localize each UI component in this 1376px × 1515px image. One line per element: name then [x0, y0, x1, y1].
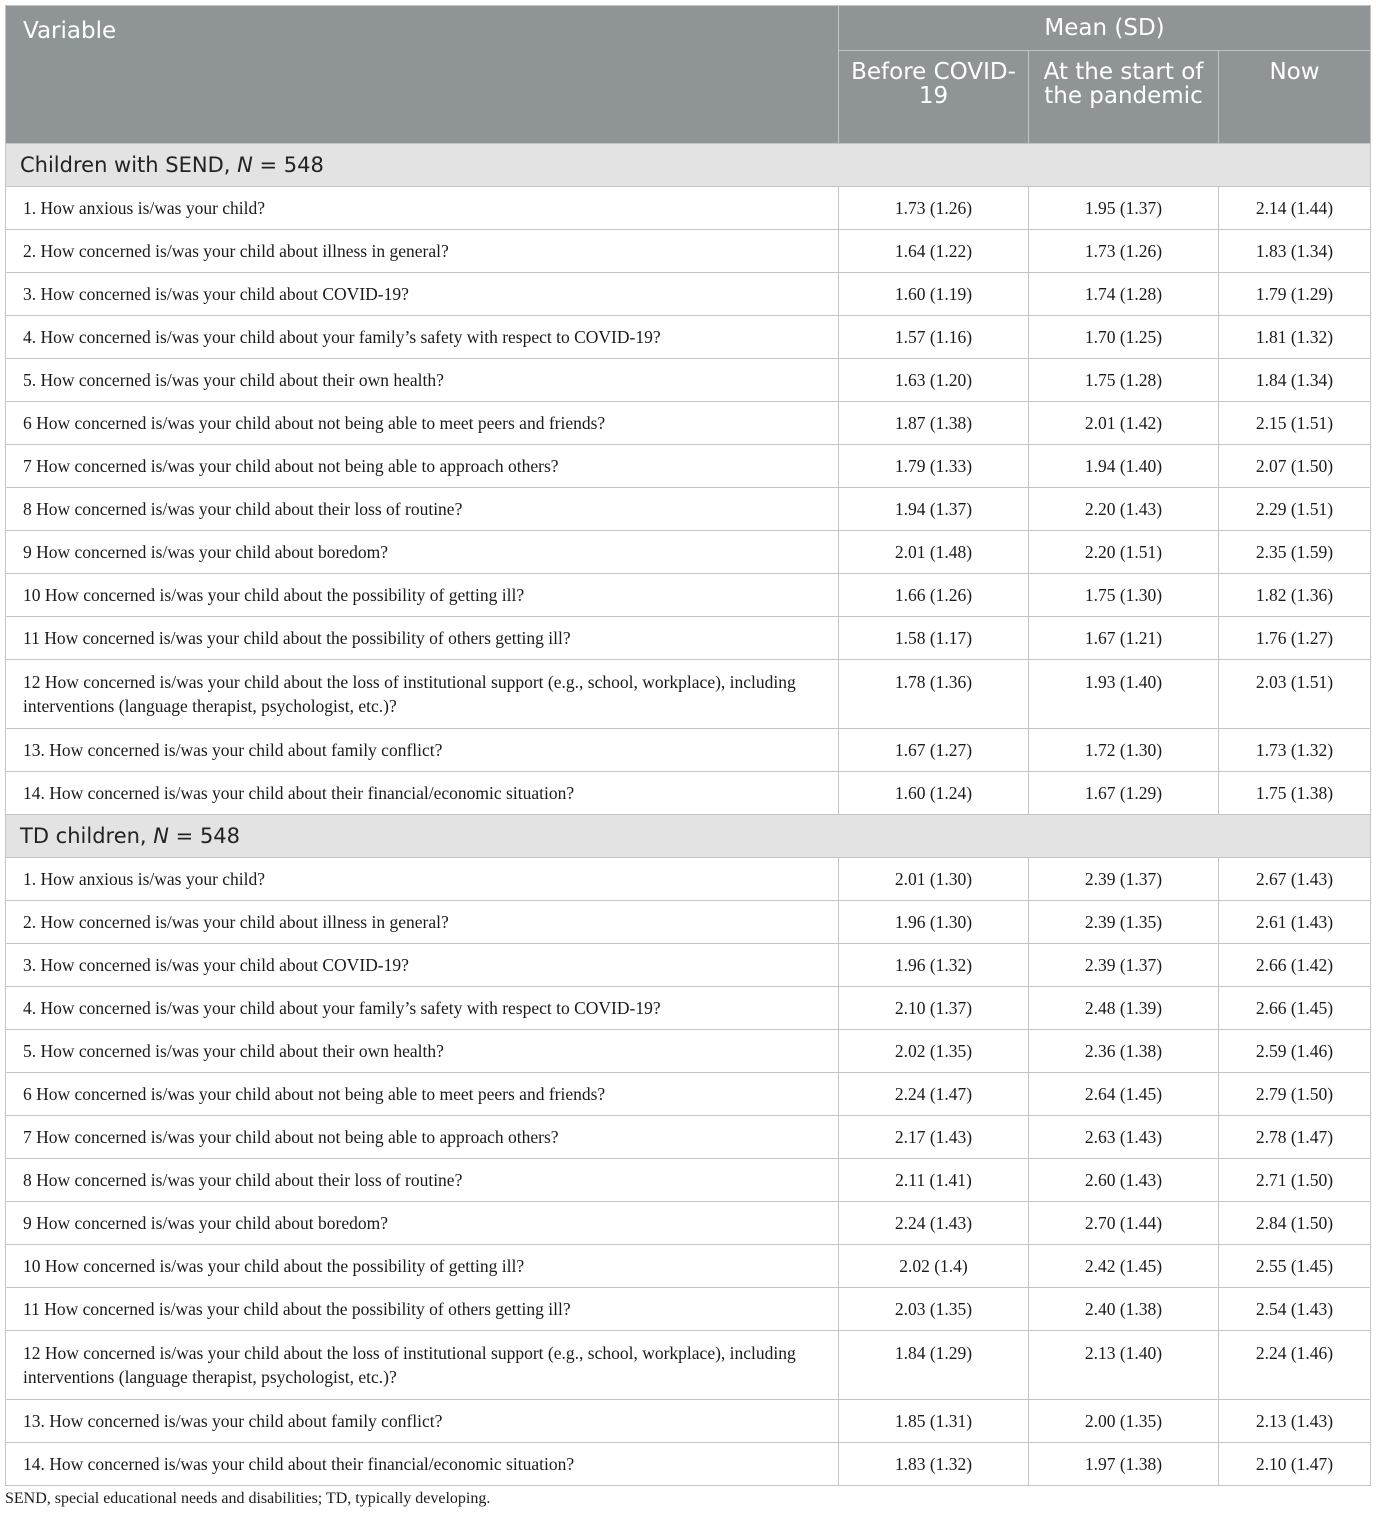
- now-cell: 2.15 (1.51): [1219, 402, 1371, 445]
- now-cell: 2.10 (1.47): [1219, 1443, 1371, 1486]
- table-row: [6, 1245, 1371, 1288]
- group-label-count: = 548: [169, 824, 241, 848]
- before-covid-cell: 2.01 (1.30): [839, 858, 1029, 901]
- table-row: [6, 944, 1371, 987]
- table-row: [6, 531, 1371, 574]
- now-cell: 2.35 (1.59): [1219, 531, 1371, 574]
- group-header-row: [6, 144, 1371, 187]
- now-cell: 2.84 (1.50): [1219, 1202, 1371, 1245]
- question-cell: 9 How concerned is/was your child about boredom?: [6, 1202, 839, 1245]
- question-cell: 7 How concerned is/was your child about not being able to approach others?: [6, 445, 839, 488]
- start-of-pandemic-cell: 1.70 (1.25): [1029, 316, 1219, 359]
- now-cell: 2.29 (1.51): [1219, 488, 1371, 531]
- start-of-pandemic-cell: 1.75 (1.28): [1029, 359, 1219, 402]
- before-covid-cell: 1.67 (1.27): [839, 729, 1029, 772]
- now-cell: 1.73 (1.32): [1219, 729, 1371, 772]
- before-covid-cell: 1.66 (1.26): [839, 574, 1029, 617]
- before-covid-cell: 1.85 (1.31): [839, 1400, 1029, 1443]
- start-of-pandemic-cell: 2.20 (1.43): [1029, 488, 1219, 531]
- table-row: [6, 772, 1371, 815]
- header-variable: Variable: [6, 6, 839, 144]
- table-row: [6, 1073, 1371, 1116]
- before-covid-cell: 2.17 (1.43): [839, 1116, 1029, 1159]
- before-covid-cell: 1.60 (1.24): [839, 772, 1029, 815]
- table-row: [6, 273, 1371, 316]
- table-row: [6, 230, 1371, 273]
- table-row: [6, 1202, 1371, 1245]
- group-label-text: TD children,: [20, 824, 154, 848]
- start-of-pandemic-cell: 1.74 (1.28): [1029, 273, 1219, 316]
- question-cell: 14. How concerned is/was your child about their financial/economic situation?: [6, 772, 839, 815]
- before-covid-cell: 2.03 (1.35): [839, 1288, 1029, 1331]
- now-cell: 2.71 (1.50): [1219, 1159, 1371, 1202]
- now-cell: 2.79 (1.50): [1219, 1073, 1371, 1116]
- table-row: [6, 1030, 1371, 1073]
- table-row: [6, 445, 1371, 488]
- now-cell: 1.75 (1.38): [1219, 772, 1371, 815]
- group-label-n: N: [237, 153, 253, 177]
- before-covid-cell: 2.02 (1.35): [839, 1030, 1029, 1073]
- question-cell: 3. How concerned is/was your child about COVID-19?: [6, 944, 839, 987]
- now-cell: 2.66 (1.45): [1219, 987, 1371, 1030]
- now-cell: 2.59 (1.46): [1219, 1030, 1371, 1073]
- now-cell: 2.14 (1.44): [1219, 187, 1371, 230]
- table-row: [6, 901, 1371, 944]
- table-footnote: SEND, special educational needs and disabilities; TD, typically developing.: [5, 1490, 491, 1507]
- start-of-pandemic-cell: 2.64 (1.45): [1029, 1073, 1219, 1116]
- start-of-pandemic-cell: 2.20 (1.51): [1029, 531, 1219, 574]
- question-cell: 4. How concerned is/was your child about your family’s safety with respect to COVID-19?: [6, 316, 839, 359]
- start-of-pandemic-cell: 2.36 (1.38): [1029, 1030, 1219, 1073]
- group-header-row: [6, 815, 1371, 858]
- before-covid-cell: 1.78 (1.36): [839, 660, 1029, 729]
- now-cell: 2.03 (1.51): [1219, 660, 1371, 729]
- now-cell: 2.55 (1.45): [1219, 1245, 1371, 1288]
- table-row: [6, 1116, 1371, 1159]
- start-of-pandemic-cell: 1.73 (1.26): [1029, 230, 1219, 273]
- question-cell: 3. How concerned is/was your child about COVID-19?: [6, 273, 839, 316]
- table-body: [6, 144, 1371, 1486]
- table-row: [6, 1159, 1371, 1202]
- now-cell: 1.84 (1.34): [1219, 359, 1371, 402]
- before-covid-cell: 1.60 (1.19): [839, 273, 1029, 316]
- before-covid-cell: 2.11 (1.41): [839, 1159, 1029, 1202]
- header-mean-sd: Mean (SD): [839, 6, 1371, 51]
- question-cell: 10 How concerned is/was your child about the possibility of getting ill?: [6, 1245, 839, 1288]
- start-of-pandemic-cell: 2.40 (1.38): [1029, 1288, 1219, 1331]
- question-cell: 12 How concerned is/was your child about the loss of institutional support (e.g., school, workplace), including interventions (language therapist, psychologist, etc.)?: [6, 660, 839, 729]
- start-of-pandemic-cell: 2.00 (1.35): [1029, 1400, 1219, 1443]
- table-row: [6, 617, 1371, 660]
- question-cell: 14. How concerned is/was your child about their financial/economic situation?: [6, 1443, 839, 1486]
- before-covid-cell: 1.96 (1.32): [839, 944, 1029, 987]
- start-of-pandemic-cell: 2.42 (1.45): [1029, 1245, 1219, 1288]
- start-of-pandemic-cell: 2.60 (1.43): [1029, 1159, 1219, 1202]
- group-label-count: = 548: [252, 153, 324, 177]
- table-row: [6, 359, 1371, 402]
- question-cell: 2. How concerned is/was your child about illness in general?: [6, 230, 839, 273]
- start-of-pandemic-cell: 1.67 (1.21): [1029, 617, 1219, 660]
- before-covid-cell: 1.73 (1.26): [839, 187, 1029, 230]
- start-of-pandemic-cell: 2.39 (1.37): [1029, 858, 1219, 901]
- start-of-pandemic-cell: 1.94 (1.40): [1029, 445, 1219, 488]
- before-covid-cell: 1.79 (1.33): [839, 445, 1029, 488]
- now-cell: 2.54 (1.43): [1219, 1288, 1371, 1331]
- start-of-pandemic-cell: 1.72 (1.30): [1029, 729, 1219, 772]
- before-covid-cell: 2.24 (1.47): [839, 1073, 1029, 1116]
- start-of-pandemic-cell: 1.75 (1.30): [1029, 574, 1219, 617]
- start-of-pandemic-cell: 1.93 (1.40): [1029, 660, 1219, 729]
- table-row: [6, 987, 1371, 1030]
- before-covid-cell: 2.10 (1.37): [839, 987, 1029, 1030]
- start-of-pandemic-cell: 2.63 (1.43): [1029, 1116, 1219, 1159]
- start-of-pandemic-cell: 1.97 (1.38): [1029, 1443, 1219, 1486]
- start-of-pandemic-cell: 1.95 (1.37): [1029, 187, 1219, 230]
- before-covid-cell: 1.87 (1.38): [839, 402, 1029, 445]
- question-cell: 8 How concerned is/was your child about their loss of routine?: [6, 488, 839, 531]
- before-covid-cell: 2.02 (1.4): [839, 1245, 1029, 1288]
- before-covid-cell: 1.64 (1.22): [839, 230, 1029, 273]
- before-covid-cell: 1.57 (1.16): [839, 316, 1029, 359]
- question-cell: 12 How concerned is/was your child about the loss of institutional support (e.g., school, workplace), including interventions (language therapist, psychologist, etc.)?: [6, 1331, 839, 1400]
- header-start-of-pandemic: At the start of the pandemic: [1029, 51, 1219, 144]
- table-row: [6, 1331, 1371, 1400]
- before-covid-cell: 2.24 (1.43): [839, 1202, 1029, 1245]
- question-cell: 8 How concerned is/was your child about their loss of routine?: [6, 1159, 839, 1202]
- before-covid-cell: 2.01 (1.48): [839, 531, 1029, 574]
- header-before-covid: Before COVID-19: [839, 51, 1029, 144]
- start-of-pandemic-cell: 2.70 (1.44): [1029, 1202, 1219, 1245]
- question-cell: 6 How concerned is/was your child about not being able to meet peers and friends?: [6, 402, 839, 445]
- now-cell: 2.24 (1.46): [1219, 1331, 1371, 1400]
- now-cell: 1.81 (1.32): [1219, 316, 1371, 359]
- table-row: [6, 858, 1371, 901]
- now-cell: 2.78 (1.47): [1219, 1116, 1371, 1159]
- before-covid-cell: 1.94 (1.37): [839, 488, 1029, 531]
- now-cell: 1.83 (1.34): [1219, 230, 1371, 273]
- table-row: [6, 1443, 1371, 1486]
- question-cell: 9 How concerned is/was your child about boredom?: [6, 531, 839, 574]
- question-cell: 11 How concerned is/was your child about the possibility of others getting ill?: [6, 617, 839, 660]
- group-label-n: N: [153, 824, 169, 848]
- header-now: Now: [1219, 51, 1371, 144]
- question-cell: 7 How concerned is/was your child about not being able to approach others?: [6, 1116, 839, 1159]
- now-cell: 1.79 (1.29): [1219, 273, 1371, 316]
- group-label: [6, 144, 1371, 187]
- before-covid-cell: 1.96 (1.30): [839, 901, 1029, 944]
- now-cell: 1.82 (1.36): [1219, 574, 1371, 617]
- table-row: [6, 660, 1371, 729]
- question-cell: 2. How concerned is/was your child about illness in general?: [6, 901, 839, 944]
- question-cell: 4. How concerned is/was your child about your family’s safety with respect to COVID-19?: [6, 987, 839, 1030]
- question-cell: 11 How concerned is/was your child about the possibility of others getting ill?: [6, 1288, 839, 1331]
- now-cell: 2.13 (1.43): [1219, 1400, 1371, 1443]
- table-row: [6, 729, 1371, 772]
- table-row: [6, 402, 1371, 445]
- table-row: [6, 316, 1371, 359]
- now-cell: 2.66 (1.42): [1219, 944, 1371, 987]
- table-row: [6, 574, 1371, 617]
- start-of-pandemic-cell: 2.39 (1.37): [1029, 944, 1219, 987]
- now-cell: 1.76 (1.27): [1219, 617, 1371, 660]
- start-of-pandemic-cell: 1.67 (1.29): [1029, 772, 1219, 815]
- before-covid-cell: 1.83 (1.32): [839, 1443, 1029, 1486]
- question-cell: 5. How concerned is/was your child about their own health?: [6, 359, 839, 402]
- table-row: [6, 187, 1371, 230]
- table-row: [6, 1400, 1371, 1443]
- question-cell: 5. How concerned is/was your child about their own health?: [6, 1030, 839, 1073]
- before-covid-cell: 1.84 (1.29): [839, 1331, 1029, 1400]
- question-cell: 1. How anxious is/was your child?: [6, 858, 839, 901]
- start-of-pandemic-cell: 2.39 (1.35): [1029, 901, 1219, 944]
- before-covid-cell: 1.58 (1.17): [839, 617, 1029, 660]
- now-cell: 2.07 (1.50): [1219, 445, 1371, 488]
- start-of-pandemic-cell: 2.13 (1.40): [1029, 1331, 1219, 1400]
- start-of-pandemic-cell: 2.01 (1.42): [1029, 402, 1219, 445]
- now-cell: 2.67 (1.43): [1219, 858, 1371, 901]
- start-of-pandemic-cell: 2.48 (1.39): [1029, 987, 1219, 1030]
- question-cell: 1. How anxious is/was your child?: [6, 187, 839, 230]
- question-cell: 13. How concerned is/was your child about family conflict?: [6, 1400, 839, 1443]
- group-label-text: Children with SEND,: [20, 153, 238, 177]
- before-covid-cell: 1.63 (1.20): [839, 359, 1029, 402]
- now-cell: 2.61 (1.43): [1219, 901, 1371, 944]
- question-cell: 6 How concerned is/was your child about not being able to meet peers and friends?: [6, 1073, 839, 1116]
- table-row: [6, 488, 1371, 531]
- mean-sd-table: [5, 5, 1371, 1486]
- question-cell: 13. How concerned is/was your child about family conflict?: [6, 729, 839, 772]
- question-cell: 10 How concerned is/was your child about the possibility of getting ill?: [6, 574, 839, 617]
- group-label: [6, 815, 1371, 858]
- table-row: [6, 1288, 1371, 1331]
